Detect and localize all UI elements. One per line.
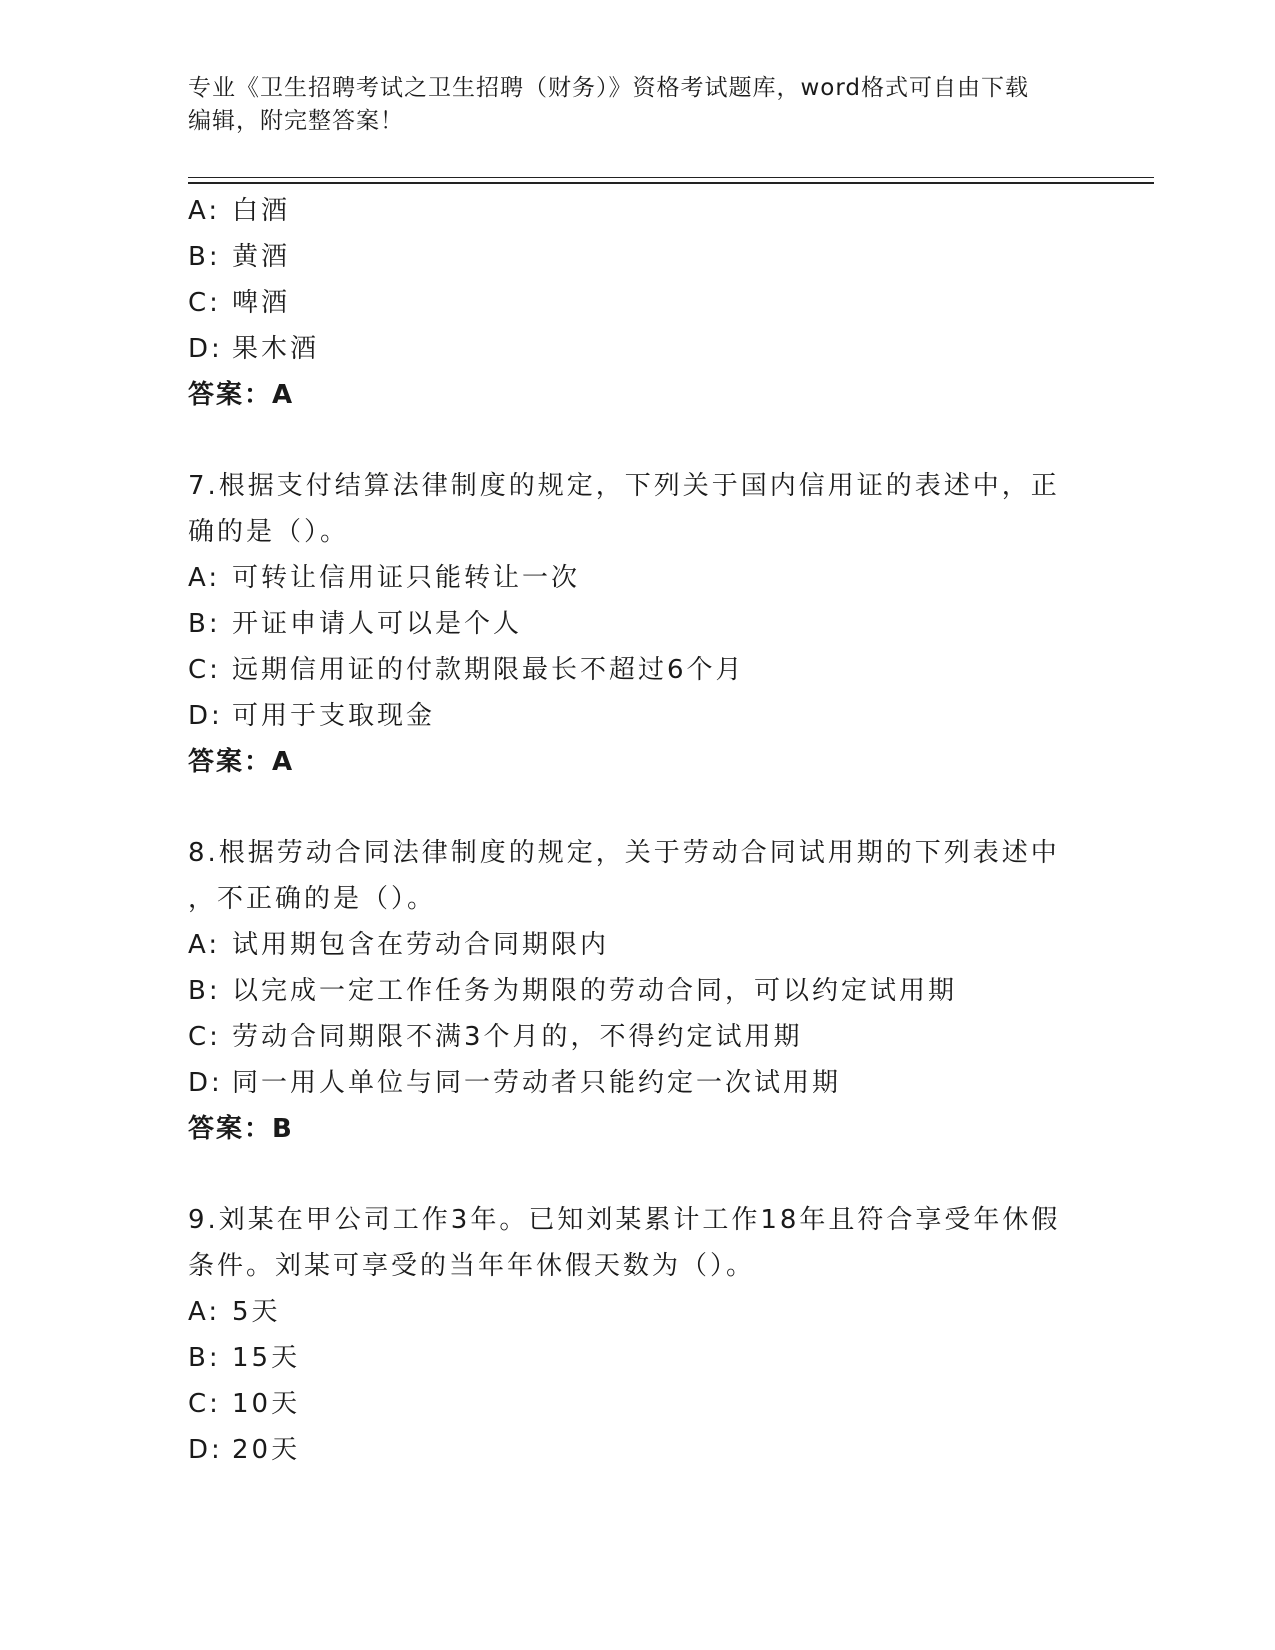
option-letter: B:	[188, 609, 221, 639]
option-text: 10天	[232, 1389, 301, 1419]
option-text: 啤酒	[232, 288, 291, 318]
option-letter: D:	[188, 1068, 223, 1098]
option-letter: B:	[188, 1343, 221, 1373]
question-block-8	[188, 830, 1148, 1152]
option-text: 以完成一定工作任务为期限的劳动合同，可以约定试用期	[232, 976, 958, 1006]
option-letter: D:	[188, 334, 223, 364]
option-c	[188, 280, 1148, 326]
option-text: 15天	[232, 1343, 301, 1373]
option-text: 可用于支取现金	[232, 701, 436, 731]
option-letter: C:	[188, 1022, 221, 1052]
option-d	[188, 326, 1148, 372]
option-d	[188, 1427, 1148, 1473]
option-b	[188, 601, 1148, 647]
option-text: 5天	[232, 1297, 281, 1327]
option-text: 远期信用证的付款期限最长不超过6个月	[232, 655, 745, 685]
header-divider-thin	[188, 177, 1154, 178]
option-b	[188, 968, 1148, 1014]
option-c	[188, 1014, 1148, 1060]
option-b	[188, 1335, 1148, 1381]
answer-line: 答案：B	[188, 1114, 294, 1144]
option-c	[188, 647, 1148, 693]
option-letter: A:	[188, 563, 221, 593]
question-stem-line-2: 确的是（）。	[188, 517, 350, 547]
option-d	[188, 693, 1148, 739]
option-letter: A:	[188, 1297, 221, 1327]
document-header	[188, 72, 1088, 138]
option-a	[188, 922, 1148, 968]
option-b	[188, 234, 1148, 280]
option-text: 开证申请人可以是个人	[232, 609, 523, 639]
question-stem-line-2: 条件。刘某可享受的当年年休假天数为（）。	[188, 1251, 756, 1281]
question-stem-line-1: 8.根据劳动合同法律制度的规定，关于劳动合同试用期的下列表述中	[188, 838, 1060, 868]
option-letter: D:	[188, 701, 223, 731]
question-stem-line-2: ，不正确的是（）。	[188, 884, 437, 914]
option-letter: A:	[188, 196, 221, 226]
option-a	[188, 1289, 1148, 1335]
header-line-1: 专业《卫生招聘考试之卫生招聘（财务）》资格考试题库，word格式可自由下载	[188, 75, 1030, 101]
header-line-2: 编辑，附完整答案！	[188, 108, 404, 134]
option-text: 黄酒	[232, 242, 291, 272]
option-letter: B:	[188, 242, 221, 272]
option-text: 试用期包含在劳动合同期限内	[232, 930, 610, 960]
option-letter: C:	[188, 288, 221, 318]
option-text: 20天	[232, 1435, 301, 1465]
option-text: 同一用人单位与同一劳动者只能约定一次试用期	[232, 1068, 842, 1098]
option-letter: D:	[188, 1435, 223, 1465]
option-c	[188, 1381, 1148, 1427]
option-text: 白酒	[232, 196, 291, 226]
option-d	[188, 1060, 1148, 1106]
option-a	[188, 188, 1148, 234]
spacer	[188, 1152, 1148, 1197]
question-block-prev	[188, 188, 1148, 418]
option-letter: C:	[188, 1389, 221, 1419]
option-a	[188, 555, 1148, 601]
option-letter: B:	[188, 976, 221, 1006]
option-text: 劳动合同期限不满3个月的，不得约定试用期	[232, 1022, 803, 1052]
question-block-9	[188, 1197, 1148, 1473]
question-block-7	[188, 463, 1148, 785]
spacer	[188, 418, 1148, 463]
question-stem-line-1: 7.根据支付结算法律制度的规定，下列关于国内信用证的表述中，正	[188, 471, 1060, 501]
answer-line: 答案：A	[188, 747, 295, 777]
question-stem-line-1: 9.刘某在甲公司工作3年。已知刘某累计工作18年且符合享受年休假	[188, 1205, 1061, 1235]
option-letter: C:	[188, 655, 221, 685]
question-list	[188, 188, 1148, 1473]
header-divider-thick	[188, 182, 1154, 184]
option-letter: A:	[188, 930, 221, 960]
option-text: 果木酒	[232, 334, 320, 364]
spacer	[188, 785, 1148, 830]
option-text: 可转让信用证只能转让一次	[232, 563, 581, 593]
answer-line: 答案：A	[188, 380, 295, 410]
